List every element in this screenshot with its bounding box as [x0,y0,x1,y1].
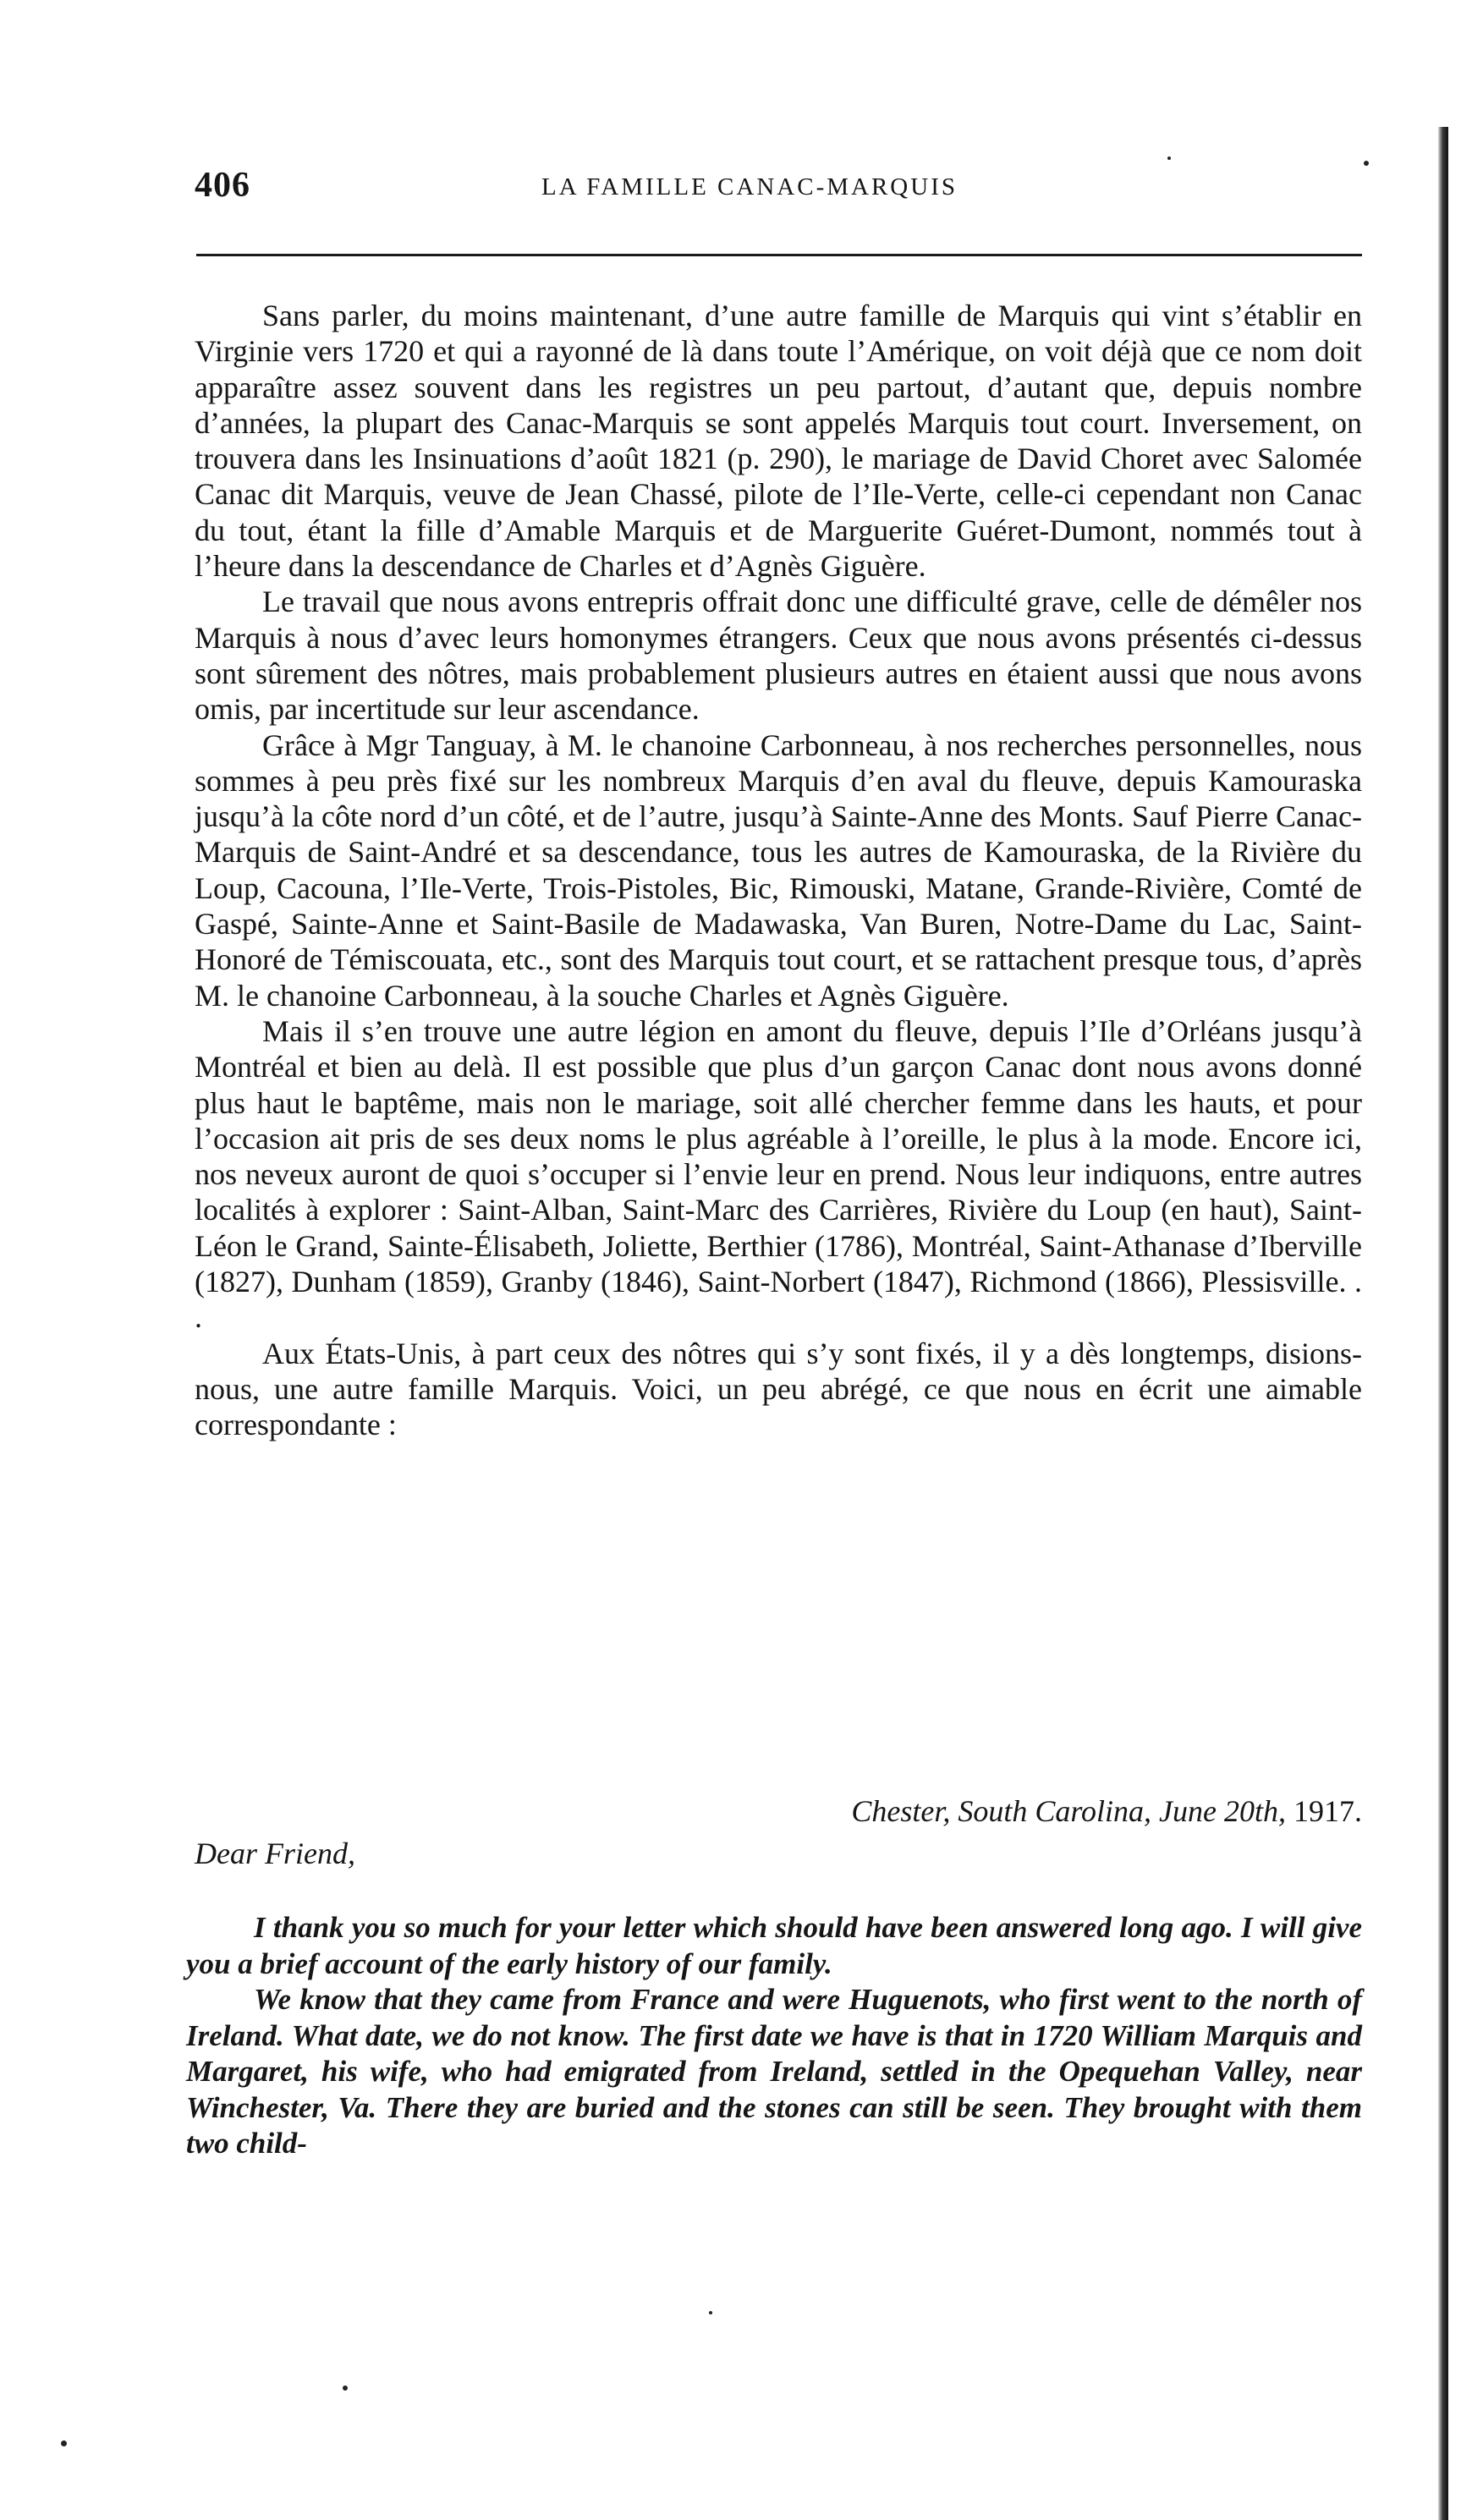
paragraph: Grâce à Mgr Tanguay, à M. le chanoine Carbonneau, à nos recherches personnelles, nous sommes à peu près fixé sur les nombreux Marquis d’en aval du fleuve, depuis Kamouraska jusqu’à la côte nord d’un côté, et de l’autre, jusqu’à Sainte-Anne des Monts. Sauf Pierre Canac-Marquis de Saint-André et sa descendance, tous les autres de Kamouraska, de la Rivière du Loup, Cacouna, l’Ile-Verte, Trois-Pistoles, Bic, Rimouski, Matane, Grande-Rivière, Comté de Gaspé, Sainte-Anne et Saint-Basile de Madawaska, Van Buren, Notre-Dame du Lac, Saint-Honoré de Témiscouata, etc., sont des Marquis tout court, et se rattachent presque tous, d’après M. le chanoine Carbonneau, à la souche Charles et Agnès Giguère. [195,727,1362,1013]
letter-dateline [195,1793,1362,1829]
letter-body [186,1910,1362,2162]
running-head [195,165,1362,216]
paragraph: Sans parler, du moins maintenant, d’une autre famille de Marquis qui vint s’établir en Virginie vers 1720 et qui a rayonné de là dans toute l’Amérique, on voit déjà que ce nom doit apparaître assez souvent dans les registres un peu partout, d’autant que, depuis nombre d’années, la plupart des Canac-Marquis se sont appelés Marquis tout court. Inversement, on trouvera dans les Insinuations d’août 1821 (p. 290), le mariage de David Choret avec Salomée Canac dit Marquis, veuve de Jean Chassé, pilote de l’Ile-Verte, celle-ci cependant non Canac du tout, étant la fille d’Amable Marquis et de Marguerite Guéret-Dumont, nommés tout à l’heure dans la descendance de Charles et d’Agnès Giguère. [195,299,1362,584]
page-number: 406 [195,166,250,205]
letter-paragraph: We know that they came from France and were Huguenots, who first went to the north of Ireland. What date, we do not know. The first date we have is that in 1720 William Marquis and Margaret, his wife, who had emigrated from Ireland, settled in the Opequehan Valley, near Winchester, Va. There they are buried and the stones can still be seen. They brought with them two child- [186,1983,1362,2160]
body-text [195,298,1362,1443]
scan-speck [1364,161,1369,166]
scan-speck [61,2440,67,2446]
letter-paragraph: I thank you so much for your letter which should have been answered long ago. I will give you a brief account of the early history of our family. [186,1911,1362,1980]
page-edge-shadow [1438,127,1448,2520]
paragraph: Le travail que nous avons entrepris offrait donc une difficulté grave, celle de démêler nos Marquis à nous d’avec leurs homonymes étrangers. Ceux que nous avons présentés ci-dessus sont sûrement des nôtres, mais probablement plusieurs autres en étaient aussi que nous avons omis, par incertitude sur leur ascendance. [195,585,1362,727]
letter-salutation: Dear Friend, [195,1836,355,1870]
paragraph: Mais il s’en trouve une autre légion en amont du fleuve, depuis l’Ile d’Orléans jusqu’à Montréal et bien au delà. Il est possible que plus d’un garçon Canac dont nous avons donné plus haut le baptême, mais non le mariage, soit allé chercher femme dans les hauts, et pour l’occasion ait pris de ses deux noms le plus agréable à l’oreille, le plus à la mode. Encore ici, nos neveux auront de quoi s’occuper si l’envie leur en prend. Nous leur indiquons, entre autres localités à explorer : Saint-Alban, Saint-Marc des Carrières, Rivière du Loup (en haut), Saint-Léon le Grand, Sainte-Élisabeth, Joliette, Berthier (1786), Montréal, Saint-Athanase d’Iberville (1827), Dunham (1859), Granby (1846), Saint-Norbert (1847), Richmond (1866), Plessisville. . . [195,1013,1362,1335]
header-rule [196,254,1362,256]
running-title: LA FAMILLE CANAC-MARQUIS [541,173,958,200]
letter-year: 1917. [1294,1794,1362,1828]
scan-speck [709,2311,712,2314]
scan-speck [1167,156,1171,160]
scan-speck [343,2385,348,2391]
letter-place-date: Chester, South Carolina, June 20th, [851,1794,1286,1828]
paragraph: Aux États-Unis, à part ceux des nôtres qui s’y sont fixés, il y a dès longtemps, disions-nous, une autre famille Marquis. Voici, un peu abrégé, ce que nous en écrit une aimable correspondante : [195,1336,1362,1442]
